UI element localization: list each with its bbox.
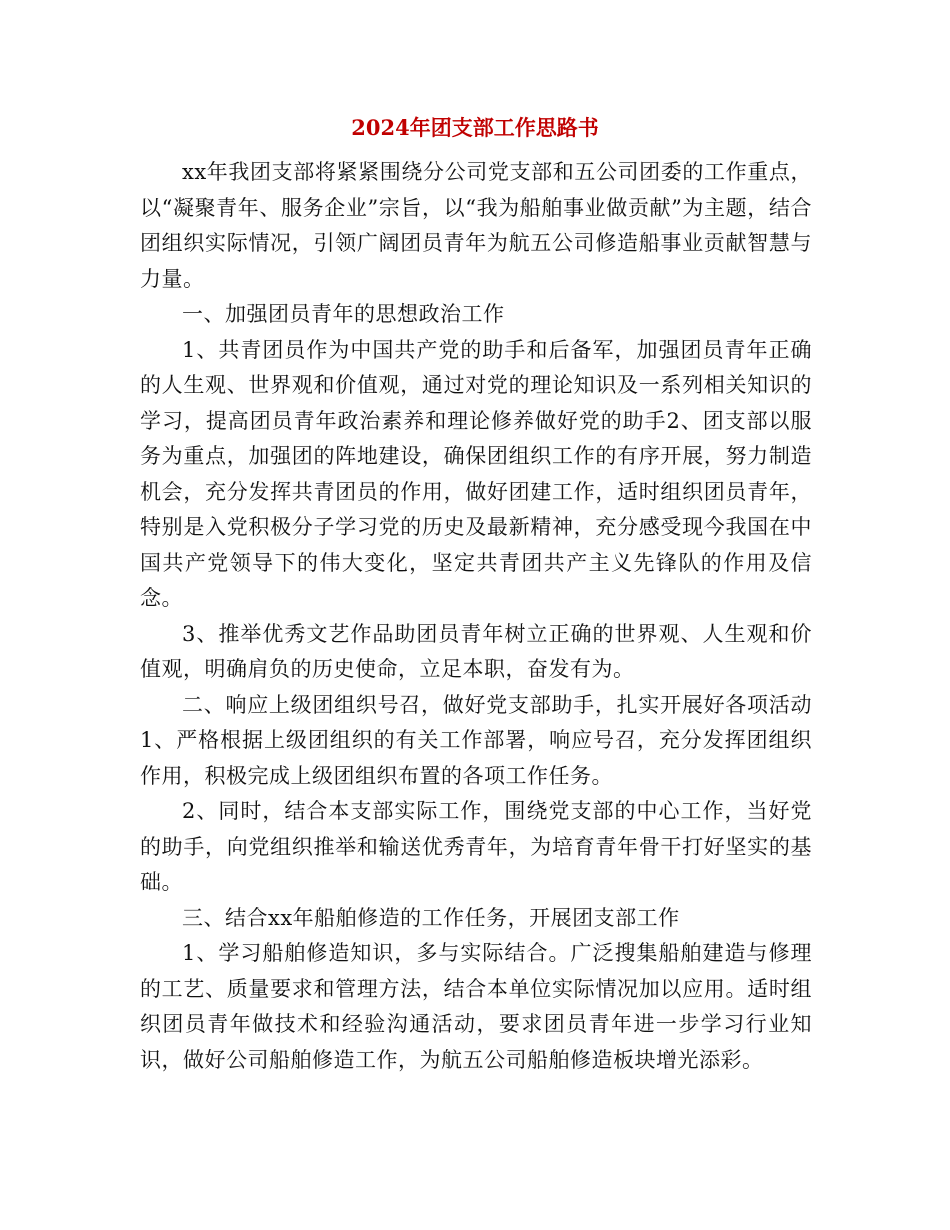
section-heading-3: 三、结合xx年船舶修造的工作任务，开展团支部工作 [182, 905, 680, 930]
paragraph-1-3: 3、推举优秀文艺作品助团员青年树立正确的世界观、人生观和价值观，明确肩负的历史使命，立足本职，奋发有为。 [140, 621, 812, 681]
paragraph-1-1: 1、共青团员作为中国共产党的助手和后备军，加强团员青年正确的人生观、世界观和价值观，通过对党的理论知识及一系列相关知识的学习，提高团员青年政治素养和理论修养做好党的助手2、团支部以服务为重点，加强团的阵地建设，确保团组织工作的有序开展，努力制造机会，充分发挥共青团员的作用，做好团建工作，适时组织团员青年，特别是入党积极分子学习党的历史及最新精神，充分感受现今我国在中国共产党领导下的伟大变化，坚定共青团共产主义先锋队的作用及信念。 [140, 337, 812, 610]
paragraph-2-2: 2、同时，结合本支部实际工作，围绕党支部的中心工作，当好党的助手，向党组织推举和输送优秀青年，为培育青年骨干打好坚实的基础。 [140, 799, 812, 894]
document-body [140, 155, 812, 1078]
section-heading-2: 二、响应上级团组织号召，做好党支部助手，扎实开展好各项活动1、严格根据上级团组织的有关工作部署，响应号召，充分发挥团组织作用，积极完成上级团组织布置的各项工作任务。 [140, 692, 812, 788]
document-title: 2024年团支部工作思路书 [351, 115, 599, 140]
section-heading-1: 一、加强团员青年的思想政治工作 [182, 302, 505, 326]
paragraph-intro: xx年我团支部将紧紧围绕分公司党支部和五公司团委的工作重点，以“凝聚青年、服务企业”宗旨，以“我为船舶事业做贡献”为主题，结合团组织实际情况，引领广阔团员青年为航五公司修造船事业贡献智慧与力量。 [140, 160, 812, 291]
paragraph-3-1: 1、学习船舶修造知识，多与实际结合。广泛搜集船舶建造与修理的工艺、质量要求和管理方法，结合本单位实际情况加以应用。适时组织团员青年做技术和经验沟通活动，要求团员青年进一步学习行业知识，做好公司船舶修造工作，为航五公司船舶修造板块增光添彩。 [140, 941, 812, 1072]
